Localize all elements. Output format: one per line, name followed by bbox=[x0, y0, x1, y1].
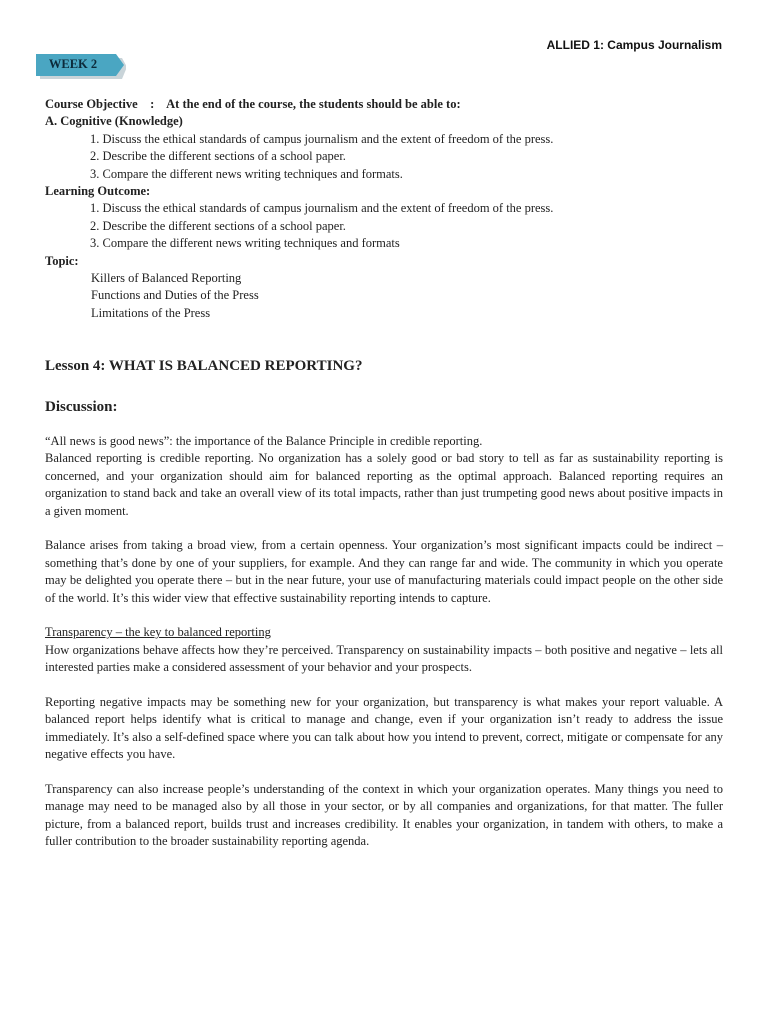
topic-heading: Topic: bbox=[45, 253, 79, 268]
objectives-section bbox=[45, 96, 723, 322]
paragraph: How organizations behave affects how they’re perceived. Transparency on sustainability impacts – both positive and negative – lets all interested parties make a considered assessment of your behavior and your prospects. bbox=[45, 642, 723, 675]
learning-outcome-item: 2. Describe the different sections of a school paper. bbox=[90, 218, 346, 233]
cognitive-heading: A. Cognitive (Knowledge) bbox=[45, 114, 183, 129]
cognitive-item: 3. Compare the different news writing techniques and formats. bbox=[90, 166, 403, 181]
paragraph-lead: “All news is good news”: the importance of the Balance Principle in credible reporting. bbox=[45, 434, 483, 448]
paragraph: Reporting negative impacts may be something new for your organization, but transparency is what makes your report valuable. A balanced report helps identify what is critical to manage and change, even if your organization isn’t ready to address the issue immediately. It’s also a self-defined space where you can talk about how you intend to prevent, correct, mitigate or compensate for any negative effects you have. bbox=[45, 695, 723, 762]
cognitive-item: 1. Discuss the ethical standards of campus journalism and the extent of freedom of the press. bbox=[90, 131, 554, 146]
discussion-body bbox=[45, 433, 723, 868]
cognitive-item: 2. Describe the different sections of a school paper. bbox=[90, 149, 346, 164]
learning-outcome-item: 1. Discuss the ethical standards of campus journalism and the extent of freedom of the press. bbox=[90, 201, 554, 216]
week-label: WEEK 2 bbox=[48, 57, 98, 71]
learning-outcome-item: 3. Compare the different news writing techniques and formats bbox=[90, 236, 400, 251]
discussion-heading: Discussion: bbox=[45, 399, 118, 415]
topic-item: Functions and Duties of the Press bbox=[91, 288, 259, 303]
paragraph: Balance arises from taking a broad view, from a certain openness. Your organization’s most significant impacts could be indirect – something that’s done by one of your suppliers, for example. And they can range far and wide. The community in which you operate may be delighted you operate there – but in the near future, your use of manufacturing materials could impact people on the other side of the world. It’s this wider view that effective sustainability reporting intends to capture. bbox=[45, 538, 723, 605]
learning-outcome-heading: Learning Outcome: bbox=[45, 184, 151, 199]
transparency-subheading: Transparency – the key to balanced reporting bbox=[45, 625, 271, 640]
week-badge bbox=[36, 53, 126, 78]
course-objective: Course Objective : At the end of the course, the students should be able to: bbox=[45, 97, 461, 111]
topic-item: Killers of Balanced Reporting bbox=[91, 271, 242, 286]
lesson-title: Lesson 4: WHAT IS BALANCED REPORTING? bbox=[45, 358, 363, 374]
course-header: ALLIED 1: Campus Journalism bbox=[546, 38, 722, 52]
paragraph: Transparency can also increase people’s understanding of the context in which your organization operates. Many things you need to manage may need to be managed also by all those in your sector, or by all companies and organizations, for that matter. The fuller picture, from a balanced report, builds trust and increases credibility. It enables your organization, in tandem with others, to make a fuller contribution to the broader sustainability reporting agenda. bbox=[45, 782, 723, 849]
paragraph: Balanced reporting is credible reporting. No organization has a solely good or bad story to tell as far as sustainability reporting is concerned, and your organization should aim for balanced reporting as the optimal approach. Balanced reporting requires an organization to stand back and take an overall view of its total impacts, rather than just trumpeting good news about positive impacts in a given moment. bbox=[45, 451, 723, 518]
topic-item: Limitations of the Press bbox=[91, 305, 211, 320]
